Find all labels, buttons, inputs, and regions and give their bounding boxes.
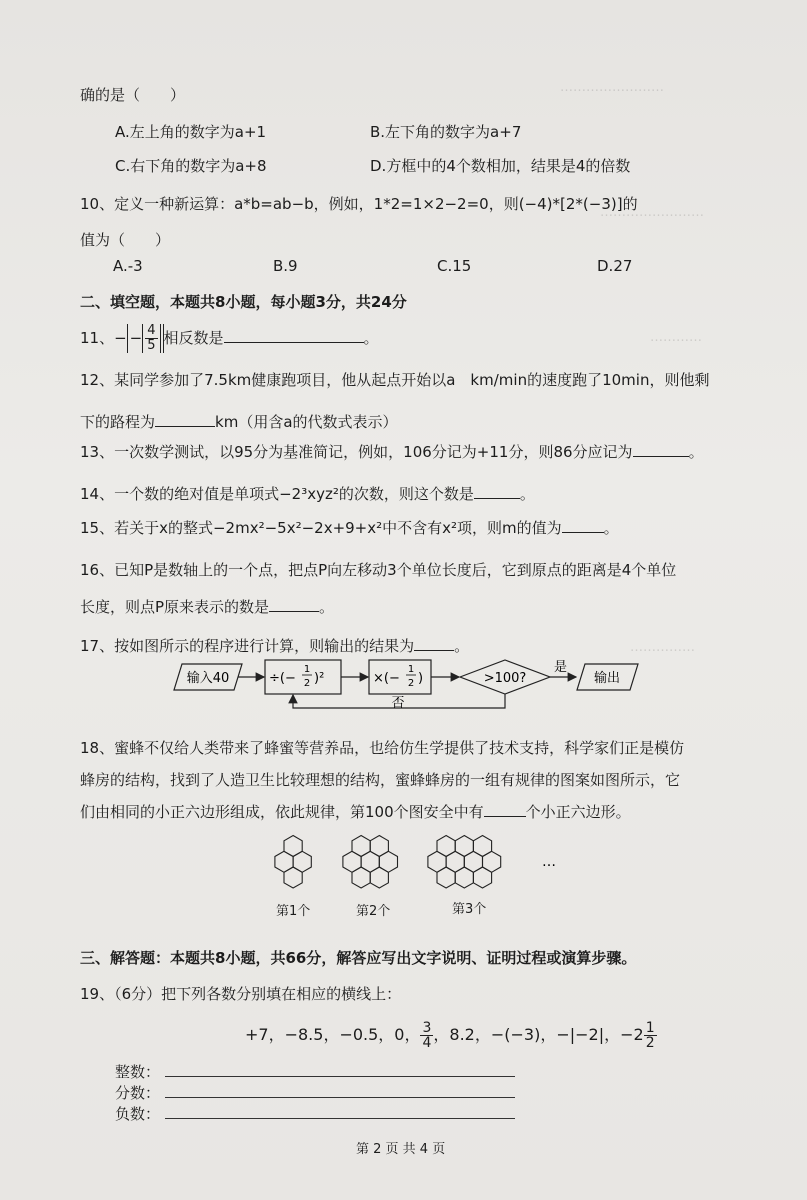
hexagon-fig2	[352, 867, 370, 888]
q18-answer-blank[interactable]	[484, 802, 526, 817]
fig-3-caption: 第3个	[452, 902, 487, 917]
hexagon-fig2	[370, 867, 388, 888]
bleed-through-text: ……………	[630, 640, 695, 655]
q18-honeycomb-figures	[262, 832, 562, 904]
q11-fraction-num: 4	[147, 323, 156, 338]
q16-answer-blank[interactable]	[269, 597, 319, 612]
flow-yes-label: 是	[554, 660, 568, 675]
q11-answer-blank[interactable]	[224, 328, 364, 343]
bleed-through-text: ……………………	[560, 80, 664, 95]
flow-op1-prefix: ÷(−	[269, 671, 296, 686]
q12-stem-line1: 12、某同学参加了7.5km健康跑项目，他从起点开始以a km/min的速度跑了10min，则他剩	[80, 371, 710, 389]
page-number: 第 2 页 共 4 页	[356, 1142, 446, 1157]
q19-fraction-num: 3	[422, 1020, 432, 1036]
q11-fraction	[145, 324, 157, 353]
q17-answer-blank[interactable]	[414, 636, 454, 651]
q14	[80, 484, 535, 504]
q18-line3-suffix: 个小正六边形。	[525, 803, 631, 821]
flow-output-label: 输出	[593, 671, 621, 686]
flow-op2-den: 2	[407, 678, 415, 689]
hexagon-fig3	[473, 867, 491, 888]
q15-end: 。	[603, 519, 619, 537]
q12-line2-prefix: 下的路程为	[80, 413, 156, 431]
q13-answer-blank[interactable]	[633, 442, 689, 457]
q10-stem-line2: 值为（ ）	[80, 231, 171, 249]
q13	[80, 442, 704, 462]
q11	[80, 324, 379, 353]
q9-option-b: B.左下角的数字为a+7	[370, 123, 522, 141]
q19-numbers	[245, 1020, 657, 1050]
q10-option-a: A.-3	[113, 257, 143, 275]
flow-op1-suffix: )²	[314, 671, 325, 686]
q18-line3-prefix: 们由相同的小正六边形组成，依此规律，第100个图安全中有	[80, 803, 484, 821]
q18-line3	[80, 802, 631, 822]
q12-answer-blank[interactable]	[155, 412, 215, 427]
q11-fraction-den: 5	[147, 338, 156, 353]
q11-suffix: 相反数是	[163, 329, 224, 347]
flow-input-label: 输入40	[186, 671, 230, 686]
q12-line2	[80, 412, 398, 432]
q19-label-integers: 整数：	[115, 1063, 161, 1081]
flow-op2-suffix: )	[418, 671, 424, 686]
flow-no-label: 否	[391, 696, 405, 711]
flow-op1-num: 1	[303, 664, 311, 675]
q10-stem-line1: 10、定义一种新运算：a*b=ab−b，例如，1*2=1×2−2=0，则(−4)*[2*(−3)]的	[80, 195, 638, 213]
q17-end: 。	[454, 637, 470, 655]
q17-stem: 17、按如图所示的程序进行计算，则输出的结果为	[80, 637, 415, 655]
section-3-title: 三、解答题：本题共8小题，共66分，解答应写出文字说明、证明过程或演算步骤。	[80, 949, 637, 967]
q19-stem: 19、（6分）把下列各数分别填在相应的横线上：	[80, 985, 402, 1003]
q16-end: 。	[319, 598, 335, 616]
q19-numbers-part1: +7，−8.5，−0.5，0，	[245, 1025, 421, 1044]
fig-2-caption: 第2个	[356, 904, 391, 919]
q9-option-c: C.右下角的数字为a+8	[115, 157, 267, 175]
q13-end: 。	[688, 443, 704, 461]
q16-stem-line1: 16、已知P是数轴上的一个点，把点P向左移动3个单位长度后，它到原点的距离是4个单位	[80, 561, 677, 579]
q14-stem: 14、一个数的绝对值是单项式−2³xyz²的次数，则这个数是	[80, 485, 474, 503]
bleed-through-text: ……………………	[600, 205, 704, 220]
q15-stem: 15、若关于x的整式−2mx²−5x²−2x+9+x²中不含有x²项，则m的值为	[80, 519, 562, 537]
flow-op1-den: 2	[303, 678, 311, 689]
flow-op2-num: 1	[407, 664, 415, 675]
q18-stem-line2: 蜂房的结构，找到了人造卫生比较理想的结构，蜜蜂蜂房的一组有规律的图案如图所示，它	[80, 771, 681, 789]
q9-option-a: A.左上角的数字为a+1	[115, 123, 267, 141]
q19-label-negatives: 负数：	[115, 1105, 161, 1123]
fig-1-caption: 第1个	[276, 904, 311, 919]
flow-op2-prefix: ×(−	[373, 671, 400, 686]
q10-option-d: D.27	[597, 257, 633, 275]
q17-flowchart	[170, 658, 650, 718]
q19-fractions-line[interactable]	[165, 1097, 515, 1098]
q11-end: 。	[363, 329, 379, 347]
honeycomb-ellipsis: …	[542, 854, 556, 870]
q11-abs-inner	[142, 324, 160, 353]
q10-option-c: C.15	[437, 257, 472, 275]
q19-mixed-fraction	[644, 1021, 657, 1050]
q17	[80, 636, 469, 656]
q9-option-d: D.方框中的4个数相加，结果是4的倍数	[370, 157, 631, 175]
q11-abs-outer: − $\frac{4}{5}$	[127, 324, 164, 353]
bleed-through-text: …………	[650, 330, 702, 345]
q19-fraction-den: 4	[422, 1035, 432, 1051]
q14-end: 。	[519, 485, 535, 503]
q19-fraction	[420, 1021, 433, 1050]
q11-prefix: 11、−	[80, 329, 127, 347]
flow-decision-label: >100?	[483, 671, 527, 686]
q16-line2	[80, 597, 334, 617]
q14-answer-blank[interactable]	[474, 484, 520, 499]
q19-integers-line[interactable]	[165, 1076, 515, 1077]
hexagon-fig3	[455, 867, 473, 888]
q10-option-b: B.9	[273, 257, 298, 275]
hexagon-fig1	[284, 867, 302, 888]
hexagon-fig3	[437, 867, 455, 888]
q19-negatives-line[interactable]	[165, 1118, 515, 1119]
q19-numbers-part2: ，8.2，−(−3)，−|−2|，−2	[433, 1025, 644, 1044]
q13-stem: 13、一次数学测试，以95分为基准简记，例如，106分记为+11分，则86分应记为	[80, 443, 633, 461]
q15-answer-blank[interactable]	[562, 518, 604, 533]
q12-line2-suffix: km（用含a的代数式表示）	[215, 413, 398, 431]
section-2-title: 二、填空题，本题共8小题，每小题3分，共24分	[80, 293, 407, 311]
q9-stem-end: 确的是（ ）	[80, 86, 186, 104]
q19-mixed-den: 2	[645, 1035, 655, 1051]
q19-mixed-num: 1	[645, 1020, 655, 1036]
q18-stem-line1: 18、蜜蜂不仅给人类带来了蜂蜜等营养品，也给仿生学提供了技术支持，科学家们正是模仿	[80, 739, 685, 757]
q15	[80, 518, 619, 538]
q16-line2-text: 长度，则点P原来表示的数是	[80, 598, 270, 616]
q19-label-fractions: 分数：	[115, 1084, 161, 1102]
